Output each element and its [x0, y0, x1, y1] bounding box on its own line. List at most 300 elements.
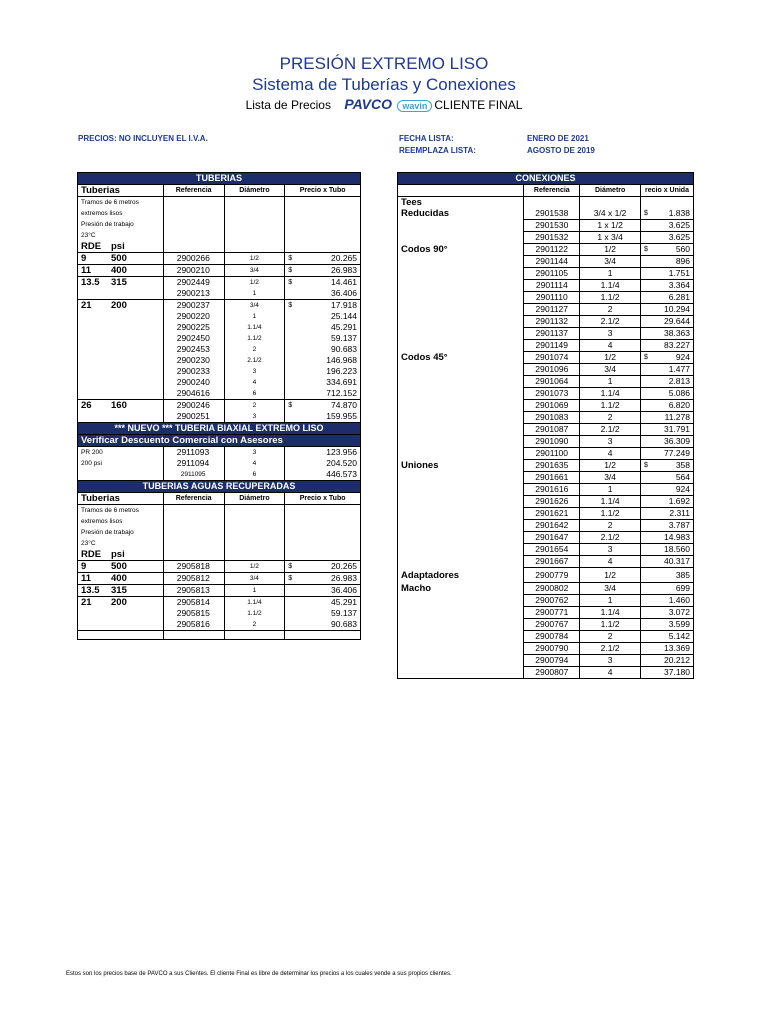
- table-row: [78, 458, 361, 469]
- diametro-cell: 1.1/4: [580, 280, 641, 292]
- price-value: 38.363: [664, 328, 690, 338]
- table-row: [398, 340, 694, 352]
- referencia-cell: 2901149: [524, 340, 580, 352]
- diametro-cell: 3/4: [224, 300, 285, 312]
- diametro-cell: 3: [580, 655, 641, 667]
- precio-cell: [285, 300, 361, 312]
- table-row: [398, 268, 694, 280]
- rde-psi-cell: [78, 597, 164, 609]
- tuberias-band: TUBERIAS: [78, 173, 361, 185]
- table-row: [78, 447, 361, 459]
- diametro-cell: 3: [580, 436, 641, 448]
- price-value: 29.644: [664, 316, 690, 326]
- price-value: 13.369: [664, 643, 690, 653]
- referencia-cell: 2900237: [163, 300, 224, 312]
- diametro-cell: 3/4: [580, 364, 641, 376]
- precio-cell: [641, 643, 694, 655]
- psi-value: 400: [111, 265, 127, 276]
- price-value: 10.294: [664, 304, 690, 314]
- empty-cell: [163, 230, 224, 241]
- referencia-cell: 2900802: [524, 583, 580, 595]
- fitting-name: Macho: [398, 583, 524, 595]
- diametro-cell: 4: [580, 667, 641, 679]
- table-row: [398, 472, 694, 484]
- precio-cell: [641, 607, 694, 619]
- diametro-cell: 1 x 1/2: [580, 220, 641, 232]
- table-row: [398, 544, 694, 556]
- precio-cell: [641, 340, 694, 352]
- diametro-cell: 2.1/2: [580, 316, 641, 328]
- precio-cell: 446.573: [285, 469, 361, 481]
- referencia-cell: 2901621: [524, 508, 580, 520]
- referencia-cell: 2901616: [524, 484, 580, 496]
- table-row: [398, 376, 694, 388]
- precio-cell: [285, 311, 361, 322]
- price-value: 25.144: [331, 311, 357, 321]
- currency-sign: $: [288, 267, 293, 274]
- rde-psi-cell: [78, 411, 164, 423]
- diametro-cell: 1/2: [580, 460, 641, 472]
- empty-cell: [224, 197, 285, 209]
- rde-psi-cell: [78, 288, 164, 300]
- table-row: [398, 496, 694, 508]
- diametro-cell: 1.1/2: [224, 333, 285, 344]
- rde-psi-cell: [78, 265, 164, 277]
- table-row: [78, 333, 361, 344]
- precio-cell: [641, 544, 694, 556]
- table-row: [398, 460, 694, 472]
- diametro-cell: 3: [580, 544, 641, 556]
- precio-cell: [285, 561, 361, 573]
- precio-cell: [641, 352, 694, 364]
- note-row: [78, 208, 361, 219]
- empty-cell: [163, 538, 224, 549]
- diametro-cell: 1: [580, 484, 641, 496]
- table-row: [78, 253, 361, 265]
- empty-cell: [224, 549, 285, 561]
- fitting-name: [398, 388, 524, 400]
- psi-value: 400: [111, 573, 127, 584]
- empty-cell: [78, 631, 164, 640]
- price-value: 18.560: [664, 544, 690, 554]
- fitting-name: [398, 364, 524, 376]
- psi-value: 315: [111, 277, 127, 288]
- price-value: 1.838: [668, 208, 690, 218]
- referencia-cell: 2904616: [163, 388, 224, 400]
- table-row: [398, 520, 694, 532]
- empty-cell: [163, 631, 224, 640]
- referencia-cell: 2902453: [163, 344, 224, 355]
- referencia-cell: 2902450: [163, 333, 224, 344]
- referencia-cell: 2905815: [163, 608, 224, 619]
- price-value: 45.291: [331, 597, 357, 607]
- diametro-cell: 1: [580, 595, 641, 607]
- referencia-cell: 2900790: [524, 643, 580, 655]
- empty-cell: [163, 516, 224, 527]
- referencia-cell: 2901647: [524, 532, 580, 544]
- empty-cell: [224, 505, 285, 517]
- referencia-cell: 2900784: [524, 631, 580, 643]
- table-row: [398, 256, 694, 268]
- diametro-cell: 4: [580, 556, 641, 568]
- biaxial-band: *** NUEVO *** TUBERIA BIAXIAL EXTREMO LISO: [78, 423, 361, 435]
- note-text: Presión de trabajo: [78, 219, 164, 230]
- rde-value: 21: [81, 597, 92, 608]
- fitting-name: [398, 304, 524, 316]
- price-value: 36.309: [664, 436, 690, 446]
- empty-cell: [285, 219, 361, 230]
- referencia-cell: 2901626: [524, 496, 580, 508]
- diametro-cell: 3: [224, 411, 285, 423]
- price-value: 90.683: [331, 344, 357, 354]
- conexiones-band: CONEXIONES: [398, 173, 694, 185]
- fitting-name: Reducidas: [398, 208, 524, 220]
- precio-cell: [285, 366, 361, 377]
- price-value: 896: [675, 256, 690, 266]
- empty-cell: [224, 208, 285, 219]
- precio-cell: [285, 608, 361, 619]
- referencia-cell: 2901083: [524, 412, 580, 424]
- price-value: 37.180: [664, 667, 690, 677]
- table-row: [78, 608, 361, 619]
- price-value: 196.223: [326, 366, 357, 376]
- tuberias-table: [77, 172, 361, 640]
- header-name: [398, 185, 524, 197]
- referencia-cell: 2911094: [163, 458, 224, 469]
- wavin-logo: wavin: [397, 100, 432, 112]
- price-value: 3.625: [668, 220, 690, 230]
- precio-cell: [285, 619, 361, 631]
- referencia-cell: 2901530: [524, 220, 580, 232]
- table-row: [398, 232, 694, 244]
- precio-cell: [641, 412, 694, 424]
- table-row: [398, 208, 694, 220]
- referencia-cell: 2900762: [524, 595, 580, 607]
- referencia-cell: 2900771: [524, 607, 580, 619]
- empty-cell: [285, 538, 361, 549]
- fitting-name: [398, 631, 524, 643]
- precio-cell: [285, 265, 361, 277]
- referencia-cell: 2901144: [524, 256, 580, 268]
- conexiones-table: [397, 172, 694, 679]
- diametro-cell: 4: [224, 377, 285, 388]
- table-row: [398, 220, 694, 232]
- table-row: [398, 655, 694, 667]
- note-row: [78, 197, 361, 209]
- price-value: 45.291: [331, 322, 357, 332]
- table-row: [78, 619, 361, 631]
- table-row: [398, 364, 694, 376]
- client-label: CLIENTE FINAL: [434, 98, 523, 112]
- diametro-cell: 1.1/4: [580, 496, 641, 508]
- currency-sign: $: [644, 354, 648, 361]
- list-label: Lista de Precios: [245, 98, 331, 112]
- currency-sign: $: [644, 246, 648, 253]
- table-row: [398, 595, 694, 607]
- table-row: [78, 288, 361, 300]
- header-precio: Precio x Tubo: [285, 493, 361, 505]
- biaxial-band-row: [78, 423, 361, 435]
- note-row: [78, 527, 361, 538]
- table-row: [398, 316, 694, 328]
- empty-cell: [224, 219, 285, 230]
- fitting-name: Codos 90°: [398, 244, 524, 256]
- diametro-cell: 3/4: [580, 472, 641, 484]
- fitting-name: [398, 496, 524, 508]
- precio-cell: [641, 256, 694, 268]
- note-text: extremos lisos: [78, 208, 164, 219]
- price-value: 59.137: [331, 333, 357, 343]
- diametro-cell: [580, 197, 641, 209]
- precio-cell: [285, 253, 361, 265]
- precio-cell: [641, 220, 694, 232]
- rde-psi-cell: [78, 344, 164, 355]
- diametro-cell: 3/4 x 1/2: [580, 208, 641, 220]
- precio-cell: [285, 288, 361, 300]
- price-value: 26.983: [331, 573, 357, 583]
- rde-value: 11: [81, 265, 92, 276]
- rde-psi-cell: [78, 366, 164, 377]
- price-value: 6.820: [668, 400, 690, 410]
- empty-cell: [224, 538, 285, 549]
- precio-cell: [285, 333, 361, 344]
- diametro-cell: 2: [580, 412, 641, 424]
- diametro-cell: 1: [224, 585, 285, 597]
- diametro-cell: 1/2: [580, 244, 641, 256]
- column-header-row: [78, 493, 361, 505]
- currency-sign: $: [288, 255, 293, 262]
- note-text: Tramos de 6 metros: [78, 197, 164, 209]
- precio-cell: [641, 484, 694, 496]
- diametro-cell: 6: [224, 469, 285, 481]
- fitting-name: [398, 376, 524, 388]
- currency-sign: $: [288, 302, 293, 309]
- referencia-cell: 2900794: [524, 655, 580, 667]
- price-value: 2.813: [668, 376, 690, 386]
- diametro-cell: 2: [580, 631, 641, 643]
- header-referencia: Referencia: [163, 185, 224, 197]
- price-value: 20.265: [331, 561, 357, 571]
- price-value: 712.152: [326, 388, 357, 398]
- diametro-cell: 2: [224, 344, 285, 355]
- header-referencia: Referencia: [163, 493, 224, 505]
- tuberias-band-row: [78, 173, 361, 185]
- empty-cell: [285, 631, 361, 640]
- table-row: [78, 573, 361, 585]
- fitting-name: [398, 220, 524, 232]
- referencia-cell: 2901122: [524, 244, 580, 256]
- price-value: 5.086: [668, 388, 690, 398]
- referencia-cell: 2900246: [163, 400, 224, 412]
- psi-label: psi: [111, 549, 125, 560]
- diametro-cell: 1.1/2: [580, 619, 641, 631]
- table-row: [398, 304, 694, 316]
- referencia-cell: 2901087: [524, 424, 580, 436]
- iva-note: PRECIOS: NO INCLUYEN EL I.V.A.: [78, 134, 208, 143]
- fitting-name: [398, 472, 524, 484]
- table-row: [398, 388, 694, 400]
- empty-cell: [163, 549, 224, 561]
- table-row: [78, 300, 361, 312]
- referencia-cell: 2900807: [524, 667, 580, 679]
- referencia-cell: 2905813: [163, 585, 224, 597]
- rde-psi-cell: [78, 377, 164, 388]
- precio-cell: [285, 388, 361, 400]
- fitting-name: [398, 532, 524, 544]
- referencia-cell: 2901090: [524, 436, 580, 448]
- precio-cell: [641, 631, 694, 643]
- referencia-cell: 2901110: [524, 292, 580, 304]
- rde-psi-label: [78, 549, 164, 561]
- header-name: Tuberias: [78, 185, 164, 197]
- empty-cell: [163, 505, 224, 517]
- diametro-cell: 1/2: [580, 568, 641, 583]
- empty-cell: [224, 230, 285, 241]
- table-row: [398, 328, 694, 340]
- diametro-cell: 4: [580, 340, 641, 352]
- price-list-line: [0, 96, 768, 112]
- table-row: [398, 583, 694, 595]
- rde-psi-label: [78, 241, 164, 253]
- psi-value: 315: [111, 585, 127, 596]
- precio-cell: [285, 411, 361, 423]
- table-row: [398, 197, 694, 209]
- diametro-cell: 6: [224, 388, 285, 400]
- diametro-cell: 4: [580, 448, 641, 460]
- fitting-name: [398, 412, 524, 424]
- precio-cell: [641, 268, 694, 280]
- referencia-cell: 2901667: [524, 556, 580, 568]
- rde-psi-cell: [78, 253, 164, 265]
- precio-cell: 123.956: [285, 447, 361, 459]
- fecha-label: FECHA LISTA:: [399, 134, 454, 143]
- fitting-name: [398, 619, 524, 631]
- referencia-cell: 2901132: [524, 316, 580, 328]
- precio-cell: [641, 424, 694, 436]
- empty-cell: [285, 527, 361, 538]
- price-value: 560: [675, 244, 690, 254]
- note-text: Presión de trabajo: [78, 527, 164, 538]
- diametro-cell: 3/4: [580, 583, 641, 595]
- referencia-cell: 2905812: [163, 573, 224, 585]
- precio-cell: [641, 520, 694, 532]
- note-row: [78, 505, 361, 517]
- spacer-row: [78, 631, 361, 640]
- price-value: 77.249: [664, 448, 690, 458]
- precio-cell: [641, 496, 694, 508]
- diametro-cell: 1.1/4: [580, 607, 641, 619]
- price-value: 90.683: [331, 619, 357, 629]
- currency-sign: $: [288, 575, 293, 582]
- precio-cell: [641, 595, 694, 607]
- pavco-logo: PAVCO: [344, 96, 393, 112]
- table-row: [78, 355, 361, 366]
- price-value: 14.461: [331, 277, 357, 287]
- diametro-cell: 2.1/2: [224, 355, 285, 366]
- table-row: [398, 619, 694, 631]
- fitting-name: [398, 508, 524, 520]
- fitting-name: [398, 316, 524, 328]
- note-row: [78, 230, 361, 241]
- recuperadas-band: TUBERIAS AGUAS RECUPERADAS: [78, 481, 361, 493]
- diametro-cell: 3/4: [224, 573, 285, 585]
- table-row: [398, 631, 694, 643]
- precio-cell: [641, 388, 694, 400]
- diametro-cell: 1: [580, 268, 641, 280]
- price-value: 83.227: [664, 340, 690, 350]
- diametro-cell: 1 x 3/4: [580, 232, 641, 244]
- diametro-cell: 1: [224, 311, 285, 322]
- price-value: 31.791: [664, 424, 690, 434]
- precio-cell: [641, 556, 694, 568]
- note-row: [78, 219, 361, 230]
- diametro-cell: 3: [224, 366, 285, 377]
- rde-psi-cell: [78, 561, 164, 573]
- fitting-name: [398, 448, 524, 460]
- table-row: [398, 400, 694, 412]
- empty-cell: [285, 505, 361, 517]
- empty-cell: [163, 241, 224, 253]
- precio-cell: [641, 244, 694, 256]
- referencia-cell: 2901064: [524, 376, 580, 388]
- note-text: extremos lisos: [78, 516, 164, 527]
- diametro-cell: 1.1/2: [224, 608, 285, 619]
- precio-cell: [641, 316, 694, 328]
- price-value: 564: [675, 472, 690, 482]
- rde-value: 13.5: [81, 277, 100, 288]
- psi-value: 500: [111, 253, 127, 264]
- table-row: [78, 597, 361, 609]
- price-value: 2.311: [669, 508, 690, 518]
- rde-psi-cell: [78, 333, 164, 344]
- price-value: 6.281: [668, 292, 690, 302]
- diametro-cell: 2.1/2: [580, 532, 641, 544]
- referencia-cell: 2900240: [163, 377, 224, 388]
- precio-cell: [285, 597, 361, 609]
- biaxial-note-row: [78, 435, 361, 447]
- table-row: [78, 277, 361, 289]
- precio-cell: [641, 532, 694, 544]
- fitting-name: [398, 595, 524, 607]
- currency-sign: $: [288, 279, 293, 286]
- fitting-name: [398, 484, 524, 496]
- price-value: 1.751: [668, 268, 690, 278]
- fitting-name: Tees: [398, 197, 524, 209]
- empty-cell: [163, 197, 224, 209]
- price-value: 3.625: [668, 232, 690, 242]
- diametro-cell: 3: [224, 447, 285, 459]
- psi-value: 200: [111, 300, 127, 311]
- precio-cell: [641, 583, 694, 595]
- precio-cell: [285, 277, 361, 289]
- price-value: 40.317: [664, 556, 690, 566]
- rde-value: 11: [81, 573, 92, 584]
- table-row: [398, 556, 694, 568]
- rde-psi-cell: [78, 311, 164, 322]
- diametro-cell: 2: [580, 520, 641, 532]
- note-row: [78, 516, 361, 527]
- price-value: 334.691: [326, 377, 357, 387]
- rde-psi-row: [78, 549, 361, 561]
- precio-cell: 204.520: [285, 458, 361, 469]
- rde-value: 21: [81, 300, 92, 311]
- diametro-cell: 1: [580, 376, 641, 388]
- precio-cell: [285, 585, 361, 597]
- price-value: 11.278: [664, 412, 690, 422]
- rde-psi-cell: [78, 355, 164, 366]
- header-name: Tuberias: [78, 493, 164, 505]
- price-value: 14.983: [664, 532, 690, 542]
